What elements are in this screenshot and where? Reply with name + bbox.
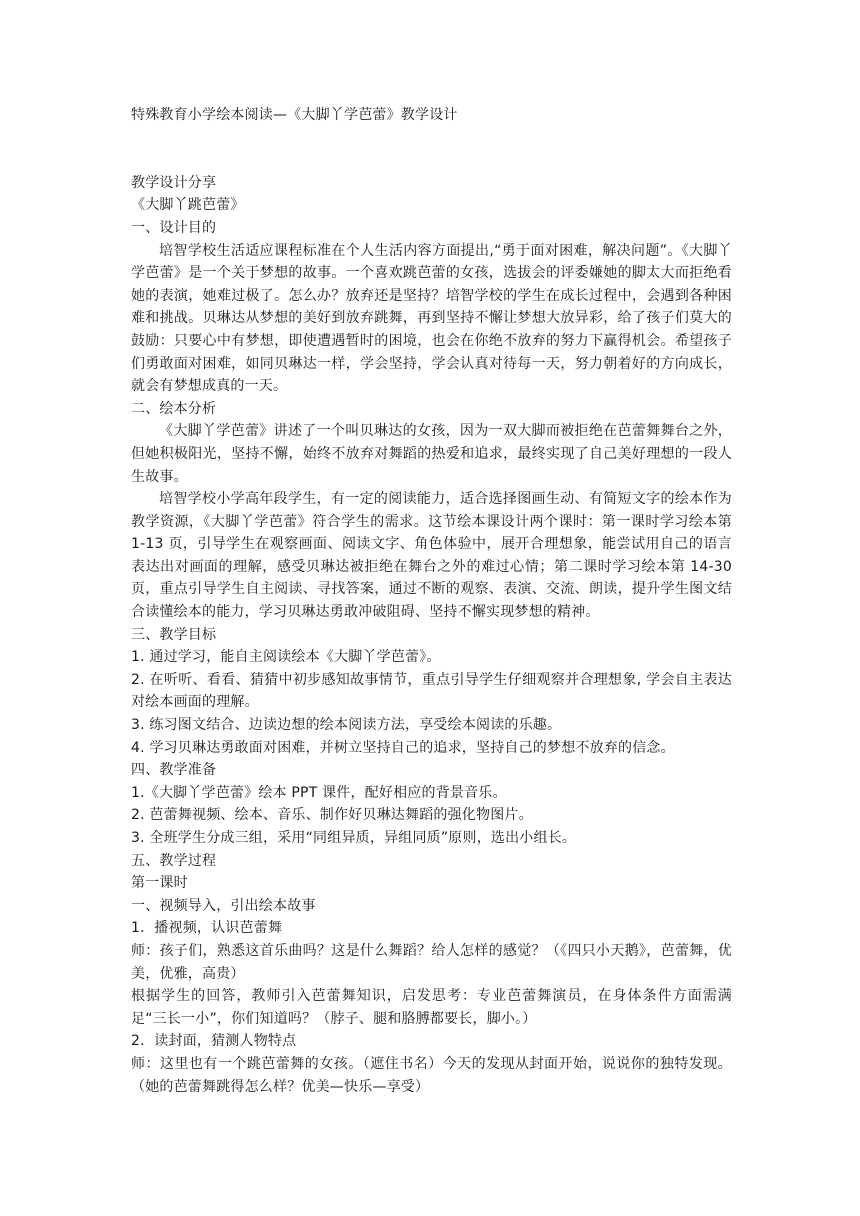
section-heading-1: 一、设计目的 xyxy=(131,219,217,236)
document-title: 特殊教育小学绘本阅读—《大脚丫学芭蕾》教学设计 xyxy=(131,107,458,123)
section-2-paragraph-1: 《大脚丫学芭蕾》讲述了一个叫贝琳达的女孩，因为一双大脚而被拒绝在芭蕾舞舞台之外，但她积极阳光，坚持不懈，始终不放弃对舞蹈的热爱和追求，最终实现了自己美好理想的一段人生故事。 xyxy=(131,423,732,485)
goal-item: 3. 练习图文结合、边读边想的绘本阅读方法，享受绘本阅读的乐趣。 xyxy=(131,717,562,734)
prep-item: 2. 芭蕾舞视频、绘本、音乐、制作好贝琳达舞蹈的强化物图片。 xyxy=(131,807,533,824)
goal-item: 4. 学习贝琳达勇敢面对困难，并树立坚持自己的追求，坚持自己的梦想不放弃的信念。 xyxy=(131,739,675,756)
step-heading: 一、视频导入，引出绘本故事 xyxy=(131,897,316,914)
book-title: 《大脚丫跳芭蕾》 xyxy=(131,197,245,214)
section-heading-3: 三、教学目标 xyxy=(131,626,217,643)
section-2-paragraph-2: 培智学校小学高年段学生，有一定的阅读能力，适合选择图画生动、有简短文字的绘本作为教学资源，《大脚丫学芭蕾》符合学生的需求。这节绘本课设计两个课时：第一课时学习绘本第 1-13 页，引导学生在观察画面、阅读文字、角色体验中，展开合理想象，能尝试用自己的语言表达出对画面的理解，感受贝琳达被拒绝在舞台之外的难过心情；第二课时学习绘本第 14-30 页，重点引导学生自主阅读、寻找答案，通过不断的观察、表演、交流、朗读，提升学生图文结合读懂绘本的能力，学习贝琳达勇敢冲破阻碍、坚持不懈实现梦想的精神。 xyxy=(131,491,732,621)
section-1-paragraph: 培智学校生活适应课程标准在个人生活内容方面提出,“勇于面对困难，解决问题”。《大脚丫学芭蕾》是一个关于梦想的故事。一个喜欢跳芭蕾的女孩，选拔会的评委嫌她的脚太大而拒绝看她的表演，她难过极了。怎么办？放弃还是坚持？培智学校的学生在成长过程中，会遇到各种困难和挑战。贝琳达从梦想的美好到放弃跳舞，再到坚持不懈让梦想大放异彩，给了孩子们莫大的鼓励：只要心中有梦想，即使遭遇暂时的困境，也会在你绝不放弃的努力下赢得机会。希望孩子们勇敢面对困难，如同贝琳达一样，学会坚持，学会认真对待每一天，努力朝着好的方向成长，就会有梦想成真的一天。 xyxy=(131,242,732,395)
prep-item: 3. 全班学生分成三组，采用“同组异质，异组同质”原则，选出小组长。 xyxy=(131,830,577,846)
prep-item: 1.《大脚丫学芭蕾》绘本 PPT 课件，配好相应的背景音乐。 xyxy=(131,784,507,801)
blank-line xyxy=(131,127,732,150)
substep-text: 根据学生的回答，教师引入芭蕾舞知识，启发思考：专业芭蕾舞演员，在身体条件方面需满足“三长一小”，你们知道吗？（脖子、腿和胳膊都要长，脚小。） xyxy=(131,988,732,1027)
substep-text: 师：这里也有一个跳芭蕾舞的女孩。（遮住书名）今天的发现从封面开始，说说你的独特发现。（她的芭蕾舞跳得怎么样？优美—快乐—享受） xyxy=(131,1055,732,1095)
substep-text: 师：孩子们，熟悉这首乐曲吗？这是什么舞蹈？给人怎样的感觉？（《四只小天鹅》，芭蕾舞，优美，优雅，高贵） xyxy=(131,942,732,982)
share-heading: 教学设计分享 xyxy=(131,174,217,191)
document-body xyxy=(131,104,732,1098)
blank-line xyxy=(131,149,732,172)
goal-item: 1. 通过学习，能自主阅读绘本《大脚丫学芭蕾》。 xyxy=(131,649,441,666)
section-heading-2: 二、绘本分析 xyxy=(131,400,217,417)
substep-heading: 1．播视频，认识芭蕾舞 xyxy=(131,920,283,937)
section-heading-5: 五、教学过程 xyxy=(131,852,217,869)
lesson-heading: 第一课时 xyxy=(131,875,188,892)
section-heading-4: 四、教学准备 xyxy=(131,762,217,779)
goal-item: 2. 在听听、看看、猜猜中初步感知故事情节，重点引导学生仔细观察并合理想象, 学会自主表达对绘本画面的理解。 xyxy=(131,671,732,711)
substep-heading: 2．读封面，猜测人物特点 xyxy=(131,1033,297,1050)
